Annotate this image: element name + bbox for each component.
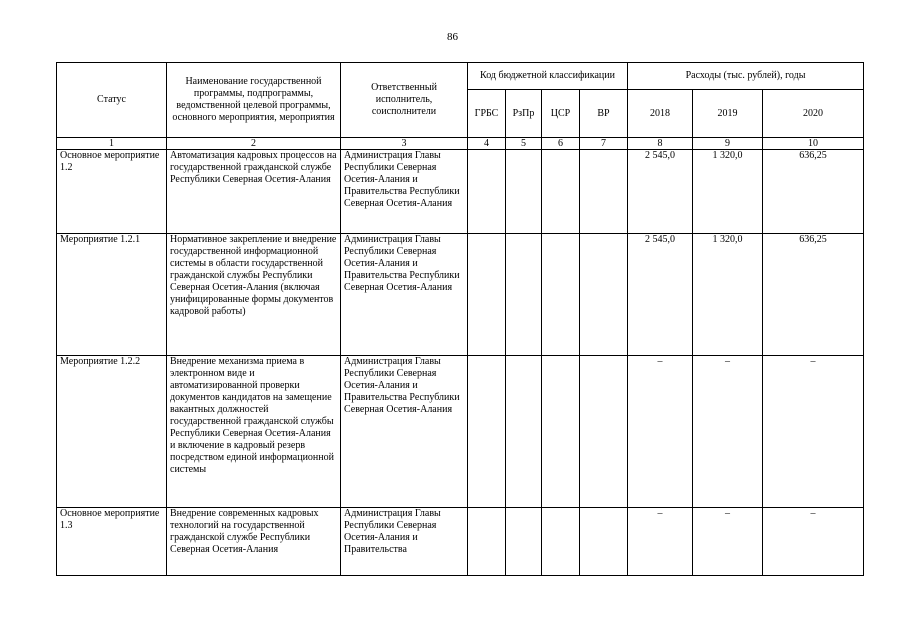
row-status: Мероприятие 1.2.1 [57,234,167,356]
column-number-row [57,138,864,150]
row-rzpr [506,234,542,356]
table-row [57,508,864,576]
header-grbs: ГРБС [468,90,506,138]
header-rzpr: РзПр [506,90,542,138]
column-number: 10 [763,138,864,150]
row-vr [580,150,628,234]
row-vr [580,356,628,508]
column-number: 8 [628,138,693,150]
row-status: Мероприятие 1.2.2 [57,356,167,508]
row-grbs [468,150,506,234]
budget-table [56,62,864,576]
column-number: 6 [542,138,580,150]
row-2019: – [693,356,763,508]
column-number: 5 [506,138,542,150]
row-executor: Администрация Главы Республики Северная Осетия-Алания и Правительства Республики Северная Осетия-Алания [341,234,468,356]
row-csr [542,234,580,356]
table-row [57,234,864,356]
page-number: 86 [447,31,458,43]
row-rzpr [506,508,542,576]
row-2019: – [693,508,763,576]
header-csr: ЦСР [542,90,580,138]
row-csr [542,508,580,576]
row-executor: Администрация Главы Республики Северная Осетия-Алания и Правительства Республики Северная Осетия-Алания [341,356,468,508]
row-rzpr [506,356,542,508]
row-executor: Администрация Главы Республики Северная Осетия-Алания и Правительства [341,508,468,576]
row-csr [542,356,580,508]
column-number: 9 [693,138,763,150]
row-2018: 2 545,0 [628,234,693,356]
row-csr [542,150,580,234]
row-2019: 1 320,0 [693,234,763,356]
row-grbs [468,234,506,356]
row-name: Нормативное закрепление и внедрение государственной информационной системы в области государственной гражданской службы Республики Северная Осетия-Алания (включая унифицированные формы документов кадровой работы) [167,234,341,356]
column-number: 3 [341,138,468,150]
header-year-2019: 2019 [693,90,763,138]
row-name: Автоматизация кадровых процессов на государственной гражданской службе Республики Северная Осетия-Алания [167,150,341,234]
row-executor: Администрация Главы Республики Северная Осетия-Алания и Правительства Республики Северная Осетия-Алания [341,150,468,234]
row-vr [580,234,628,356]
table-row [57,356,864,508]
row-grbs [468,508,506,576]
row-name: Внедрение механизма приема в электронном виде и автоматизированной проверки документов кандидатов на замещение вакантных должностей государственной гражданской службы Республики Северная Осетия-Алания и включение в кадровый резерв посредством единой информационной системы [167,356,341,508]
column-number: 2 [167,138,341,150]
header-year-2020: 2020 [763,90,864,138]
row-2020: – [763,356,864,508]
row-2018: – [628,508,693,576]
row-name: Внедрение современных кадровых технологий на государственной гражданской службе Республики Северная Осетия-Алания [167,508,341,576]
column-number: 1 [57,138,167,150]
row-grbs [468,356,506,508]
header-vr: ВР [580,90,628,138]
row-2020: – [763,508,864,576]
row-status: Основное мероприятие 1.3 [57,508,167,576]
row-vr [580,508,628,576]
row-2018: 2 545,0 [628,150,693,234]
header-executor: Ответственный исполнитель, соисполнители [341,63,468,138]
header-year-2018: 2018 [628,90,693,138]
header-expenses: Расходы (тыс. рублей), годы [628,63,864,90]
row-2020: 636,25 [763,150,864,234]
row-2020: 636,25 [763,234,864,356]
header-budget-code: Код бюджетной классификации [468,63,628,90]
header-name: Наименование государственной программы, подпрограммы, ведомственной целевой программы, основного мероприятия, мероприятия [167,63,341,138]
header-status: Статус [57,63,167,138]
row-rzpr [506,150,542,234]
table-row [57,150,864,234]
column-number: 4 [468,138,506,150]
column-number: 7 [580,138,628,150]
row-2018: – [628,356,693,508]
row-2019: 1 320,0 [693,150,763,234]
row-status: Основное мероприятие 1.2 [57,150,167,234]
